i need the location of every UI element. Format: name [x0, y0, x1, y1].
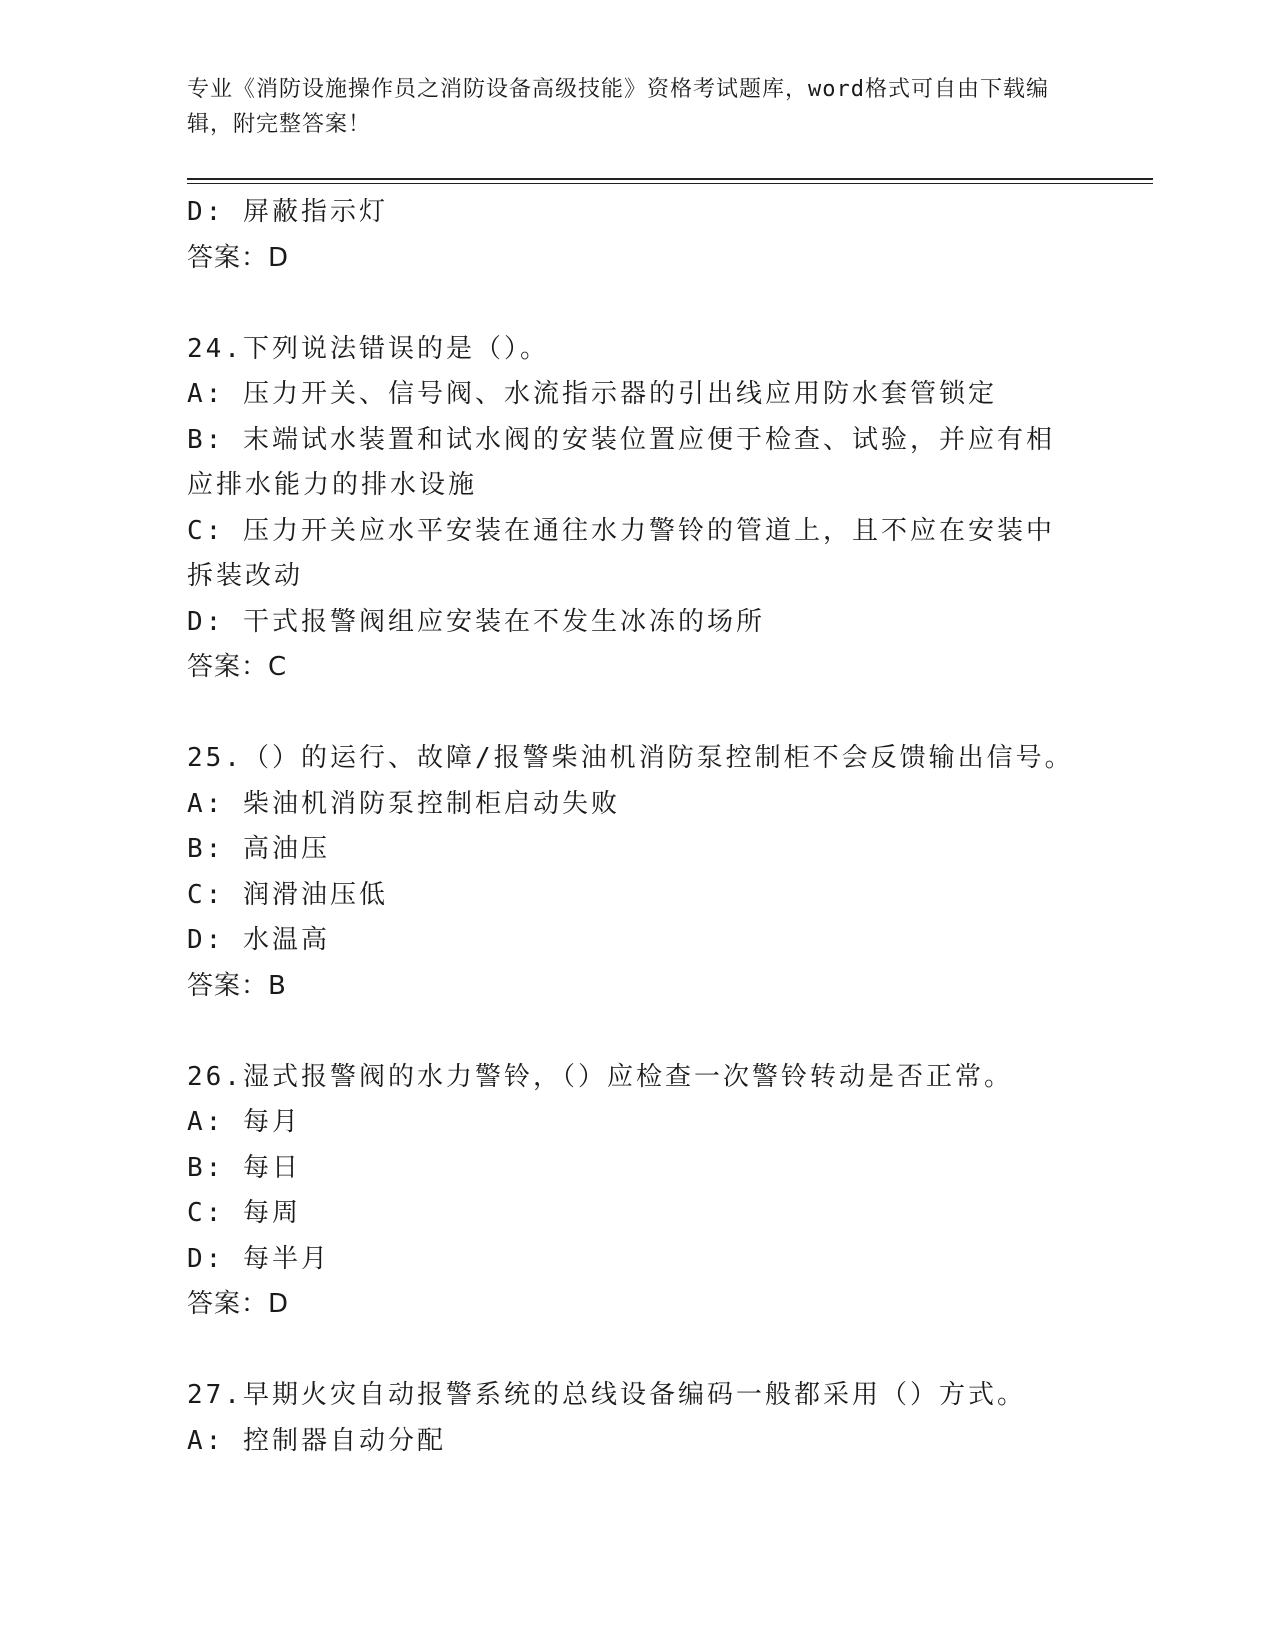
spacer [187, 1009, 1077, 1055]
question-stem: 27.早期火灾自动报警系统的总线设备编码一般都采用（）方式。 [187, 1380, 1026, 1410]
option-b: B: 末端试水装置和试水阀的安装位置应便于检查、试验，并应有相应排水能力的排水设施 [187, 424, 1055, 500]
option-d: D: 水温高 [187, 925, 330, 955]
spacer [187, 1328, 1077, 1374]
answer-line: 答案：C [187, 652, 288, 682]
question-stem: 25.（）的运行、故障/报警柴油机消防泵控制柜不会反馈输出信号。 [187, 743, 1074, 773]
header-divider-thin [187, 183, 1153, 184]
spacer [187, 281, 1077, 327]
option-a: A: 柴油机消防泵控制柜启动失败 [187, 788, 620, 819]
option-c: C: 每周 [187, 1198, 301, 1228]
question-block-27 [187, 1373, 1077, 1464]
question-stem: 24.下列说法错误的是（）。 [187, 333, 549, 364]
question-block-prev [187, 190, 1077, 281]
option-b: B: 高油压 [187, 834, 330, 864]
option-a: A: 每月 [187, 1107, 301, 1137]
answer-line: 答案：D [187, 242, 290, 273]
option-a: A: 控制器自动分配 [187, 1425, 446, 1456]
option-d: D: 屏蔽指示灯 [187, 197, 388, 227]
option-a: A: 压力开关、信号阀、水流指示器的引出线应用防水套管锁定 [187, 379, 997, 409]
question-block-24 [187, 327, 1077, 691]
document-header [187, 72, 1067, 142]
option-d: D: 每半月 [187, 1243, 330, 1274]
question-list [187, 190, 1077, 1464]
answer-line: 答案：D [187, 1289, 290, 1319]
question-stem: 26.湿式报警阀的水力警铃，（）应检查一次警铃转动是否正常。 [187, 1061, 1013, 1092]
spacer [187, 691, 1077, 737]
header-text: 专业《消防设施操作员之消防设备高级技能》资格考试题库，word格式可自由下载编辑，附完整答案！ [187, 77, 1049, 137]
question-block-25 [187, 736, 1077, 1009]
answer-line: 答案：B [187, 970, 287, 1001]
option-c: C: 润滑油压低 [187, 879, 388, 910]
option-c: C: 压力开关应水平安装在通往水力警铃的管道上，且不应在安装中拆装改动 [187, 515, 1055, 591]
option-d: D: 干式报警阀组应安装在不发生冰冻的场所 [187, 606, 765, 637]
header-divider-thick [187, 178, 1153, 180]
option-b: B: 每日 [187, 1152, 301, 1183]
question-block-26 [187, 1055, 1077, 1328]
